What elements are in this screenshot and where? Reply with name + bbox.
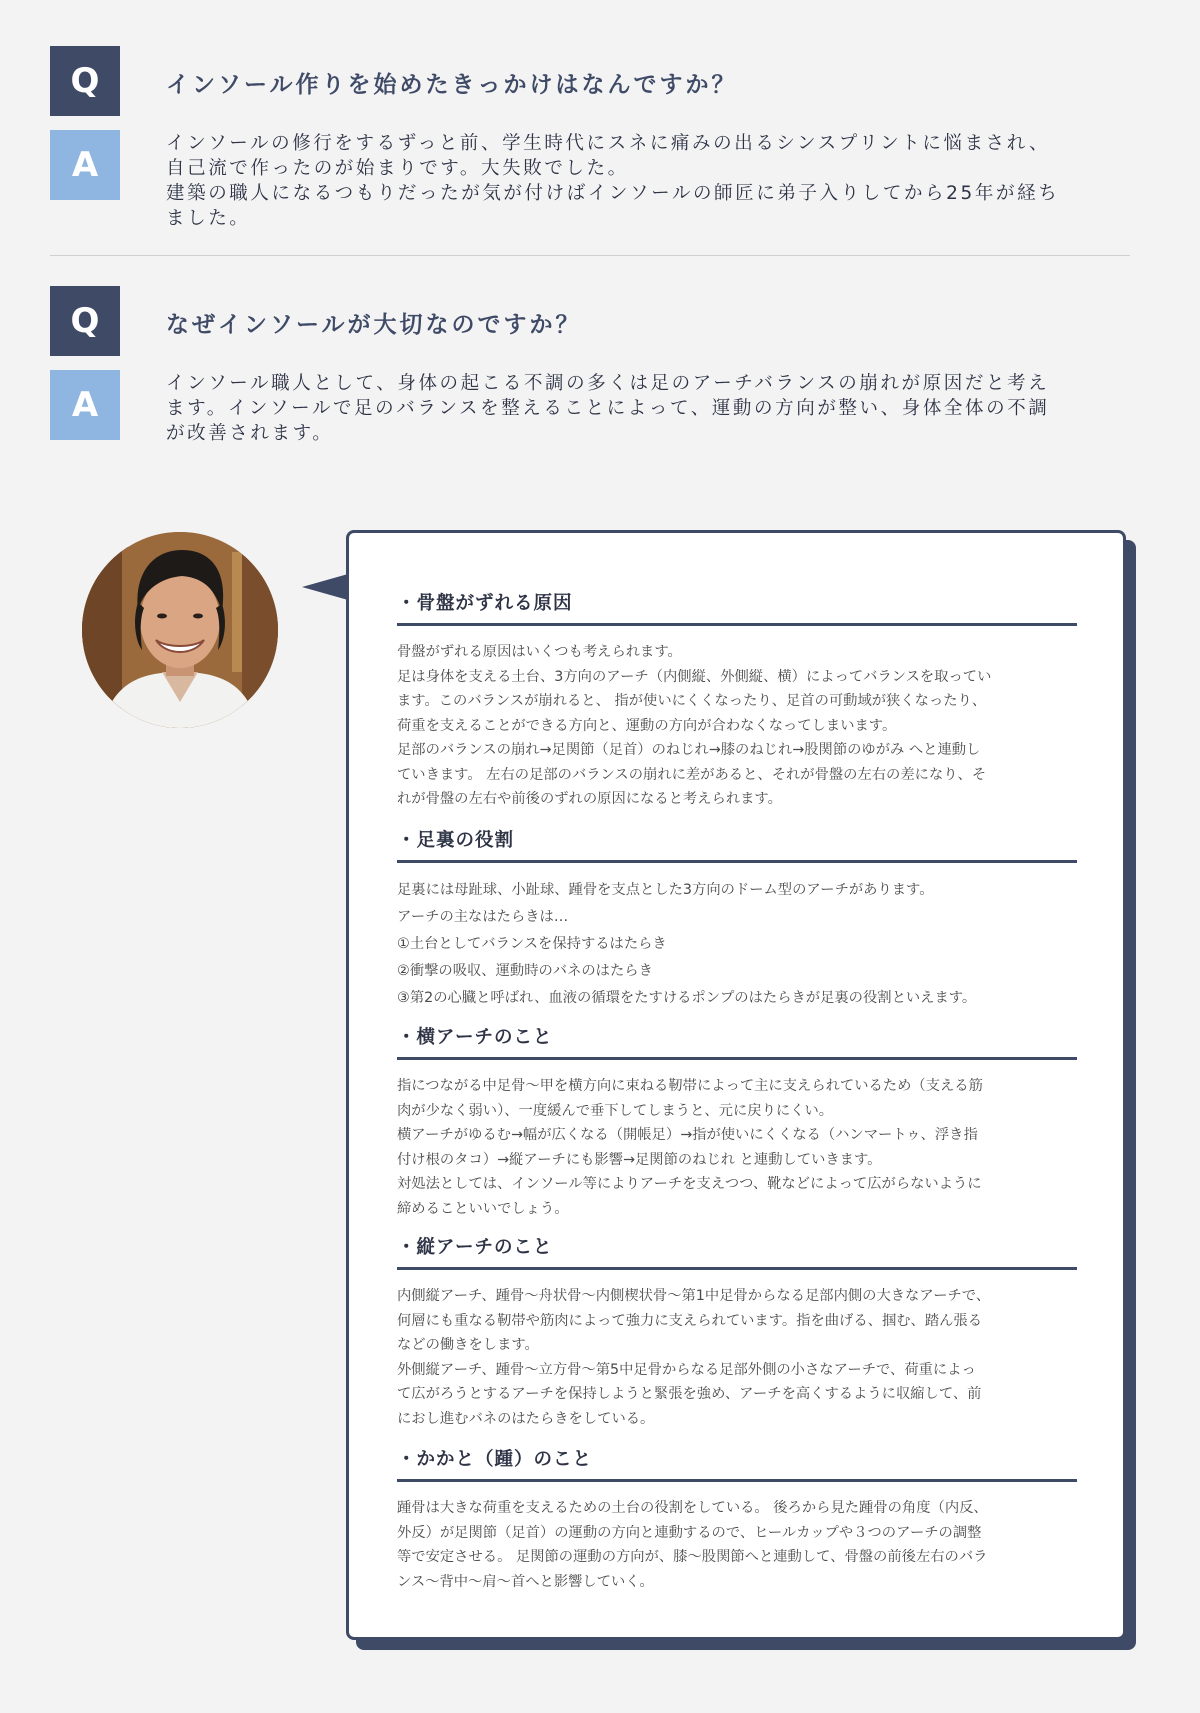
- answer-line: 自己流で作ったのが始まりです。大失敗でした。: [166, 158, 629, 179]
- body-line: 肉が少なく弱い）、一度緩んで垂下してしまうと、元に戻りにくい。: [397, 1102, 834, 1119]
- body-line: 荷重を支えることができる方向と、運動の方向が合わなくなってしまいます。: [397, 717, 897, 734]
- section-sole: [397, 826, 1077, 1012]
- body-line: ③第2の心臓と呼ばれ、血液の循環をたすけるポンプのはたらきが足裏の役割といえます。: [397, 990, 977, 1006]
- body-line: 踵骨は大きな荷重を支えるための土台の役割をしている。 後ろから見た踵骨の角度（内反、: [397, 1500, 988, 1516]
- section-body: [397, 1074, 1077, 1221]
- body-line: ンス〜背中〜肩〜首へと影響していく。: [397, 1573, 654, 1590]
- body-line: 対処法としては、インソール等によりアーチを支えつつ、靴などによって広がらないように: [397, 1176, 982, 1192]
- answer-badge: A: [50, 130, 120, 200]
- body-line: 横アーチがゆるむ→幅が広くなる（開帳足）→指が使いにくくなる（ハンマートゥ、浮き指: [397, 1127, 978, 1143]
- body-line: ②衝撃の吸収、運動時のバネのはたらき: [397, 963, 653, 979]
- question-badge: Q: [50, 286, 120, 356]
- body-line: 骨盤がずれる原因はいくつも考えられます。: [397, 644, 682, 660]
- body-line: におし進むバネのはたらきをしている。: [397, 1410, 655, 1427]
- speech-pointer: [302, 574, 348, 600]
- body-line: ます。このバランスが崩れると、 指が使いにくくなったり、足首の可動域が狭くなったり、: [397, 693, 987, 709]
- section-title: ・かかと（踵）のこと: [397, 1445, 1077, 1482]
- info-card: [346, 530, 1126, 1640]
- body-line: 外側縦アーチ、踵骨〜立方骨〜第5中足骨からなる足部外側の小さなアーチで、荷重によっ: [397, 1361, 976, 1378]
- answer-line: が改善されます。: [166, 423, 334, 444]
- answer-line: ました。: [166, 208, 251, 229]
- section-body: [397, 1284, 1077, 1431]
- portrait-photo: [82, 532, 278, 728]
- body-line: 締めることいいでしょう。: [397, 1200, 569, 1217]
- body-line: て広がろうとするアーチを保持しようと緊張を強め、アーチを高くするように収縮して、前: [397, 1386, 982, 1402]
- section-body: [397, 877, 1077, 1012]
- section-title: ・縦アーチのこと: [397, 1233, 1077, 1270]
- section-pelvis: [397, 589, 1077, 812]
- question-text: なぜインソールが大切なのですか？: [166, 312, 582, 338]
- body-line: などの働きをします。: [397, 1337, 539, 1353]
- body-line: 足部のバランスの崩れ→足関節（足首）のねじれ→膝のねじれ→股関節のゆがみ へと連動し: [397, 742, 981, 758]
- section-transverse-arch: [397, 1023, 1077, 1221]
- body-line: 付け根のタコ）→縦アーチにも影響→足関節のねじれ と連動していきます。: [397, 1151, 882, 1168]
- section-title: ・足裏の役割: [397, 826, 1077, 863]
- answer-line: インソール職人として、身体の起こる不調の多くは足のアーチバランスの崩れが原因だと考え: [166, 373, 1050, 394]
- question-text: インソール作りを始めたきっかけはなんですか？: [166, 72, 738, 98]
- body-line: 等で安定させる。 足関節の運動の方向が、膝〜股関節へと連動して、骨盤の前後左右のバラ: [397, 1549, 988, 1565]
- section-body: [397, 1496, 1077, 1594]
- body-line: 指につながる中足骨〜甲を横方向に束ねる靭帯によって主に支えられているため（支える筋: [397, 1078, 983, 1094]
- body-line: ①土台としてバランスを保持するはたらき: [397, 936, 667, 952]
- body-line: れが骨盤の左右や前後のずれの原因になると考えられます。: [397, 791, 782, 807]
- section-heel: [397, 1445, 1077, 1594]
- answer-line: インソールの修行をするずっと前、学生時代にスネに痛みの出るシンスプリントに悩まされ、: [166, 133, 1051, 154]
- qa-item-2: [50, 286, 1130, 456]
- body-line: アーチの主なはたらきは…: [397, 909, 569, 925]
- section-title: ・横アーチのこと: [397, 1023, 1077, 1060]
- body-line: 足裏には母趾球、小趾球、踵骨を支点とした3方向のドーム型のアーチがあります。: [397, 882, 934, 898]
- qa-item-1: [50, 46, 1130, 236]
- divider: [50, 255, 1130, 256]
- body-line: ていきます。 左右の足部のバランスの崩れに差があると、それが骨盤の左右の差になり、そ: [397, 766, 987, 783]
- answer-line: 建築の職人になるつもりだったが気が付けばインソールの師匠に弟子入りしてから25年が経ち: [166, 183, 1060, 204]
- answer-line: ます。インソールで足のバランスを整えることによって、運動の方向が整い、身体全体の不調: [166, 398, 1050, 419]
- answer-badge: A: [50, 370, 120, 440]
- section-longitudinal-arch: [397, 1233, 1077, 1431]
- section-title: ・骨盤がずれる原因: [397, 589, 1077, 626]
- body-line: 外反）が足関節（足首）の運動の方向と連動するので、ヒールカップや３つのアーチの調整: [397, 1524, 982, 1541]
- section-body: [397, 640, 1077, 812]
- body-line: 足は身体を支える土台、3方向のアーチ（内側縦、外側縦、横）によってバランスを取ってい: [397, 668, 992, 685]
- body-line: 内側縦アーチ、踵骨〜舟状骨〜内側楔状骨〜第1中足骨からなる足部内側の大きなアーチで、: [397, 1288, 991, 1304]
- avatar: [82, 532, 278, 728]
- body-line: 何層にも重なる靭帯や筋肉によって強力に支えられています。指を曲げる、掴む、踏ん張る: [397, 1312, 983, 1329]
- question-badge: Q: [50, 46, 120, 116]
- answer-text: [166, 371, 1130, 446]
- answer-text: [166, 131, 1130, 231]
